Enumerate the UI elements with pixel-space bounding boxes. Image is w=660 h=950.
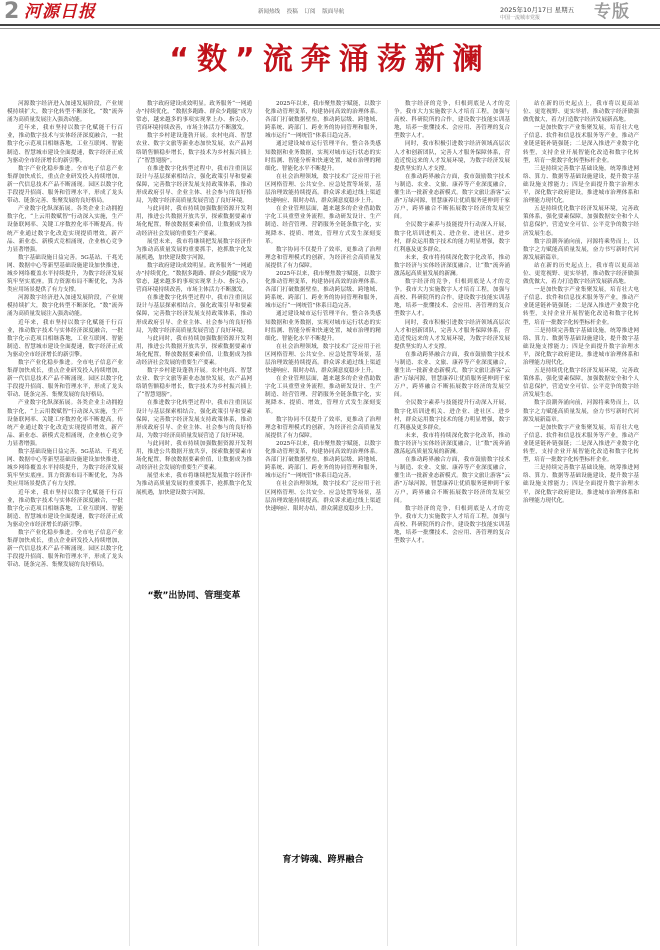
paragraph: 数字政府建设成效明显。政务服务“一网通办”持续优化，“数据多跑路、群众少跑腿”成为常态，越来越多的事项实现掌上办、指尖办，营商环境持续改善，市场主体活力不断激发。	[136, 262, 252, 294]
paragraph: 数字基础设施日益完善。5G基站、千兆光网、数据中心等新型基础设施建设加快推进，城乡网络覆盖水平持续提升，为数字经济发展筑牢坚实底座。算力资源布局不断优化，为各类应用场景提供了有力支撑。	[7, 254, 123, 294]
paragraph: 展望未来，我市将继续把发展数字经济作为推动高质量发展的重要抓手，抢抓数字化发展机遇，加快建设数字河源。	[136, 473, 252, 496]
article-column-1	[7, 100, 123, 946]
paragraph: 通过建设城市运行管理平台，整合各类感知数据和业务数据，实现对城市运行状态的实时监测、智能分析和快速处置，城市治理的精细化、智能化水平不断提升。	[265, 141, 381, 172]
paragraph: 2025年以来，我市聚焦数字赋能，以数字化推动管理变革，构建协同高效的治理体系。各部门打破数据壁垒，推动跨层级、跨地域、跨系统、跨部门、跨业务的协同管理和服务，城市运行“一网统管”体系日趋完善。	[265, 101, 381, 140]
masthead-link[interactable]: 版面导航	[322, 9, 345, 15]
masthead-links	[258, 7, 349, 15]
paragraph: 数字浪潮奔涌向前，河源将乘势而上，以数字之力赋能高质量发展，奋力书写新时代河源发展新篇章。	[523, 400, 639, 423]
paragraph: 数字产业化稳步推进。全市电子信息产业集群加快成长，重点企业研发投入持续增加，新一代信息技术产品不断涌现。园区以数字化手段提升招商、服务和管理水平，形成了龙头带动、链条完善、集聚发展的良好格局。	[7, 165, 123, 205]
masthead-rule-thin	[0, 28, 660, 29]
masthead-meta: 中国一流城市党报	[500, 15, 541, 21]
article-column-2	[136, 100, 252, 946]
paragraph: 与此同时，我市持续加强数据资源开发利用，推进公共数据开放共享，探索数据要素市场化配置，释放数据要素价值，让数据成为推动经济社会发展的重要生产要素。	[136, 335, 252, 366]
paragraph: 在社会治理领域，数字技术广泛应用于社区网格管理、公共安全、应急处置等场景，基层治理效能持续提高。群众诉求通过线上渠道快速响应、限时办结，群众满意度稳步上升。	[265, 173, 381, 205]
newspaper-logo: 河源日报	[24, 2, 96, 22]
column-divider	[129, 100, 130, 946]
paragraph: 展望未来，我市将继续把发展数字经济作为推动高质量发展的重要抓手，抢抓数字化发展机遇，加快建设数字河源。	[136, 238, 252, 261]
paragraph: 在企业管理层面，越来越多的企业借助数字化工具重塑业务流程，推动研发设计、生产制造、经营管理、营销服务全链条数字化，实现降本、提质、增效，管理方式发生深刻变革。	[265, 206, 381, 245]
paragraph: 同时，我市积极引进数字经济领域高层次人才和创新团队，完善人才服务保障体系，营造近悦远来的人才发展环境，为数字经济发展提供坚实的人才支撑。	[394, 319, 510, 350]
paragraph: 产业数字化纵深拓展。各类企业主动拥抱数字化，“上云用数赋智”行动深入实施，生产设备联网率、关键工序数控化率不断提高。传统产业通过数字化改造实现提质增效，新产品、新业态、新模式竞相涌现，企业核心竞争力显著增强。	[7, 400, 123, 447]
paragraph: 在推动跨界融合方面，我市鼓励数字技术与制造、农业、文旅、康养等产业深度融合，催生出一批新业态新模式。数字文旅让游客“云游”万绿河源，智慧康养让优质服务延伸到千家万户，跨界融合不断拓展数字经济的发展空间。	[394, 351, 510, 399]
paragraph: 在企业管理层面，越来越多的企业借助数字化工具重塑业务流程，推动研发设计、生产制造、经营管理、营销服务全链条数字化，实现降本、提质、增效，管理方式发生深刻变革。	[265, 376, 381, 415]
masthead-link[interactable]: 投稿	[286, 9, 298, 15]
column-divider	[387, 100, 388, 946]
masthead-link[interactable]: 订阅	[304, 9, 316, 15]
paragraph: 在社会治理领域，数字技术广泛应用于社区网格管理、公共安全、应急处置等场景，基层治理效能持续提高。群众诉求通过线上渠道快速响应、限时办结，群众满意度稳步上升。	[265, 481, 381, 512]
paragraph: 2025年以来，我市聚焦数字赋能，以数字化推动管理变革，构建协同高效的治理体系。各部门打破数据壁垒，推动跨层级、跨地域、跨系统、跨部门、跨业务的协同管理和服务，城市运行“一网统管”体系日趋完善。	[265, 270, 381, 310]
paragraph: 三是持续完善数字基础设施，统筹推进网络、算力、数据等基础设施建设，提升数字基础设施支撑能力；四是全面提升数字治理水平，深化数字政府建设，推进城市治理体系和治理能力现代化。	[523, 165, 639, 205]
paragraph: 五是持续优化数字经济发展环境，完善政策体系，强化要素保障，加强数据安全和个人信息保护，营造安全可信、公平竞争的数字经济发展生态。	[523, 206, 639, 237]
paragraph: 未来，我市将持续深化数字化改革，推动数字经济与实体经济深度融合，让“数”流奔涌激荡起高质量发展的新澜。	[394, 254, 510, 277]
paragraph: 数字协同不仅提升了效率，更推动了治理理念和管理模式的创新，为经济社会高质量发展提供了有力保障。	[265, 246, 381, 269]
paragraph: 河源数字经济进入加速发展阶段，产业规模持续扩大，数字化转型不断深化，“数”流奔涌为高质量发展注入强劲动能。	[7, 295, 123, 318]
paragraph: 河源数字经济进入加速发展阶段，产业规模持续扩大，数字化转型不断深化，“数”流奔涌为高质量发展注入强劲动能。	[7, 101, 123, 124]
paragraph: 数字经济的竞争，归根到底是人才的竞争。我市大力实施数字人才培育工程，加强与高校、科研院所的合作，建设数字技能实训基地，培养一批懂技术、会应用、善管理的复合型数字人才。	[394, 279, 510, 318]
paragraph: 2025年以来，我市聚焦数字赋能，以数字化推动管理变革，构建协同高效的治理体系。各部门打破数据壁垒，推动跨层级、跨地域、跨系统、跨部门、跨业务的协同管理和服务，城市运行“一网统管”体系日趋完善。	[265, 440, 381, 480]
page-number: 2	[4, 0, 20, 24]
masthead-rule	[0, 24, 660, 26]
paragraph: 在推动跨界融合方面，我市鼓励数字技术与制造、农业、文旅、康养等产业深度融合，催生出一批新业态新模式。数字文旅让游客“云游”万绿河源，智慧康养让优质服务延伸到千家万户，跨界融合不断拓展数字经济的发展空间。	[394, 457, 510, 504]
paragraph: 与此同时，我市持续加强数据资源开发利用，推进公共数据开放共享，探索数据要素市场化配置，释放数据要素价值，让数据成为推动经济社会发展的重要生产要素。	[136, 206, 252, 237]
paragraph: 数字浪潮奔涌向前，河源将乘势而上，以数字之力赋能高质量发展，奋力书写新时代河源发展新篇章。	[523, 238, 639, 261]
paragraph: 三是持续完善数字基础设施，统筹推进网络、算力、数据等基础设施建设，提升数字基础设施支撑能力；四是全面提升数字治理水平，深化数字政府建设，推进城市治理体系和治理能力现代化。	[523, 327, 639, 366]
paragraph: 在推进数字化转型过程中，我市注重顶层设计与基层探索相结合，强化政策引导和要素保障，完善数字经济发展支持政策体系，推动形成政府引导、企业主体、社会参与的良好格局，为数字经济高质量发展营造了良好环境。	[136, 295, 252, 334]
paragraph: 数字乡村建设蓬勃开展。农村电商、智慧农业、数字文旅等新业态加快发展，农产品网络销售额稳步增长，数字技术为乡村振兴插上了“智慧翅膀”。	[136, 368, 252, 399]
paragraph: 近年来，我市坚持以数字化赋能千行百业，推动数字技术与实体经济深度融合，一批数字化示范项目相继落地，工业互联网、智能制造、智慧城市建设全面提速，数字经济正成为驱动全市经济增长的新引擎。	[7, 489, 123, 528]
paragraph: 站在新的历史起点上，我市将以更高站位、更宽视野、更实举措，推动数字经济做强做优做大，着力打造数字经济发展新高地。	[523, 262, 639, 286]
paragraph: 数字协同不仅提升了效率，更推动了治理理念和管理模式的创新，为经济社会高质量发展提供了有力保障。	[265, 416, 381, 439]
paragraph: 数字政府建设成效明显。政务服务“一网通办”持续优化，“数据多跑路、群众少跑腿”成为常态，越来越多的事项实现掌上办、指尖办，营商环境持续改善，市场主体活力不断激发。	[136, 101, 252, 132]
paragraph: 全民数字素养与技能提升行动深入开展，数字化培训进机关、进企业、进社区、进乡村，群众运用数字技术的能力明显增强，数字红利惠及更多群众。	[394, 400, 510, 431]
article-column-3	[265, 100, 381, 946]
paragraph: 在推进数字化转型过程中，我市注重顶层设计与基层探索相结合，强化政策引导和要素保障，完善数字经济发展支持政策体系，推动形成政府引导、企业主体、社会参与的良好格局，为数字经济高质量发展营造了良好环境。	[136, 400, 252, 439]
paragraph: 站在新的历史起点上，我市将以更高站位、更宽视野、更实举措，推动数字经济做强做优做大，着力打造数字经济发展新高地。	[523, 101, 639, 124]
paragraph: 三是持续完善数字基础设施，统筹推进网络、算力、数据等基础设施建设，提升数字基础设施支撑能力；四是全面提升数字治理水平，深化数字政府建设，推进城市治理体系和治理能力现代化。	[523, 465, 639, 504]
section-label: 专版	[594, 2, 630, 22]
paragraph: 全民数字素养与技能提升行动深入开展，数字化培训进机关、进企业、进社区、进乡村，群众运用数字技术的能力明显增强，数字红利惠及更多群众。	[394, 222, 510, 253]
paragraph: 一是加快数字产业集聚发展，培育壮大电子信息、软件和信息技术服务等产业，推动产业链延链补链强链；二是深入推进产业数字化转型，支持企业开展智能化改造和数字化转型，培育一批数字化转型标杆企业。	[523, 424, 639, 464]
masthead	[0, 0, 660, 24]
paragraph: 同时，我市积极引进数字经济领域高层次人才和创新团队，完善人才服务保障体系，营造近悦远来的人才发展环境，为数字经济发展提供坚实的人才支撑。	[394, 141, 510, 172]
paragraph: 数字乡村建设蓬勃开展。农村电商、智慧农业、数字文旅等新业态加快发展，农产品网络销售额稳步增长，数字技术为乡村振兴插上了“智慧翅膀”。	[136, 133, 252, 164]
section-subheading: “数”出协同、管理变革	[147, 591, 241, 601]
paragraph: 与此同时，我市持续加强数据资源开发利用，推进公共数据开放共享，探索数据要素市场化配置，释放数据要素价值，让数据成为推动经济社会发展的重要生产要素。	[136, 440, 252, 472]
paragraph: 数字经济的竞争，归根到底是人才的竞争。我市大力实施数字人才培育工程，加强与高校、科研院所的合作，建设数字技能实训基地，培养一批懂技术、会应用、善管理的复合型数字人才。	[394, 505, 510, 545]
paragraph: 产业数字化纵深拓展。各类企业主动拥抱数字化，“上云用数赋智”行动深入实施，生产设备联网率、关键工序数控化率不断提高。传统产业通过数字化改造实现提质增效，新产品、新业态、新模式竞相涌现，企业核心竞争力显著增强。	[7, 206, 123, 253]
paragraph: 近年来，我市坚持以数字化赋能千行百业，推动数字技术与实体经济深度融合，一批数字化示范项目相继落地，工业互联网、智能制造、智慧城市建设全面提速，数字经济正成为驱动全市经济增长的新引擎。	[7, 125, 123, 164]
paragraph: 五是持续优化数字经济发展环境，完善政策体系，强化要素保障，加强数据安全和个人信息保护，营造安全可信、公平竞争的数字经济发展生态。	[523, 368, 639, 399]
masthead-link[interactable]: 新闻热线	[258, 9, 281, 15]
paragraph: 通过建设城市运行管理平台，整合各类感知数据和业务数据，实现对城市运行状态的实时监测、智能分析和快速处置，城市治理的精细化、智能化水平不断提升。	[265, 311, 381, 342]
paragraph: 数字产业化稳步推进。全市电子信息产业集群加快成长，重点企业研发投入持续增加，新一代信息技术产品不断涌现。园区以数字化手段提升招商、服务和管理水平，形成了龙头带动、链条完善、集聚发展的良好格局。	[7, 529, 123, 569]
paragraph: 近年来，我市坚持以数字化赋能千行百业，推动数字技术与实体经济深度融合，一批数字化示范项目相继落地，工业互联网、智能制造、智慧城市建设全面提速，数字经济正成为驱动全市经济增长的新引擎。	[7, 319, 123, 358]
article-column-5	[523, 100, 639, 946]
issue-date: 2025年10月17日 星期五	[500, 6, 575, 14]
column-divider	[516, 100, 517, 946]
paragraph: 一是加快数字产业集聚发展，培育壮大电子信息、软件和信息技术服务等产业，推动产业链延链补链强链；二是深入推进产业数字化转型，支持企业开展智能化改造和数字化转型，培育一批数字化转型标杆企业。	[523, 125, 639, 164]
section-subheading: 育才铸魂、跨界融合	[282, 855, 364, 865]
paragraph: 一是加快数字产业集聚发展，培育壮大电子信息、软件和信息技术服务等产业，推动产业链延链补链强链；二是深入推进产业数字化转型，支持企业开展智能化改造和数字化转型，培育一批数字化转型标杆企业。	[523, 287, 639, 326]
paragraph: 在推动跨界融合方面，我市鼓励数字技术与制造、农业、文旅、康养等产业深度融合，催生出一批新业态新模式。数字文旅让游客“云游”万绿河源，智慧康养让优质服务延伸到千家万户，跨界融合不断拓展数字经济的发展空间。	[394, 173, 510, 221]
paragraph: 数字经济的竞争，归根到底是人才的竞争。我市大力实施数字人才培育工程，加强与高校、科研院所的合作，建设数字技能实训基地，培养一批懂技术、会应用、善管理的复合型数字人才。	[394, 101, 510, 140]
paragraph: 在社会治理领域，数字技术广泛应用于社区网格管理、公共安全、应急处置等场景，基层治理效能持续提高。群众诉求通过线上渠道快速响应、限时办结，群众满意度稳步上升。	[265, 343, 381, 375]
page-headline: “数”流奔涌荡新澜	[169, 42, 491, 77]
paragraph: 未来，我市将持续深化数字化改革，推动数字经济与实体经济深度融合，让“数”流奔涌激荡起高质量发展的新澜。	[394, 432, 510, 456]
paragraph: 数字基础设施日益完善。5G基站、千兆光网、数据中心等新型基础设施建设加快推进，城乡网络覆盖水平持续提升，为数字经济发展筑牢坚实底座。算力资源布局不断优化，为各类应用场景提供了有力支撑。	[7, 449, 123, 488]
column-divider	[258, 100, 259, 946]
paragraph: 在推进数字化转型过程中，我市注重顶层设计与基层探索相结合，强化政策引导和要素保障，完善数字经济发展支持政策体系，推动形成政府引导、企业主体、社会参与的良好格局，为数字经济高质量发展营造了良好环境。	[136, 165, 252, 205]
paragraph: 数字产业化稳步推进。全市电子信息产业集群加快成长，重点企业研发投入持续增加，新一代信息技术产品不断涌现。园区以数字化手段提升招商、服务和管理水平，形成了龙头带动、链条完善、集聚发展的良好格局。	[7, 360, 123, 399]
article-column-4	[394, 100, 510, 946]
